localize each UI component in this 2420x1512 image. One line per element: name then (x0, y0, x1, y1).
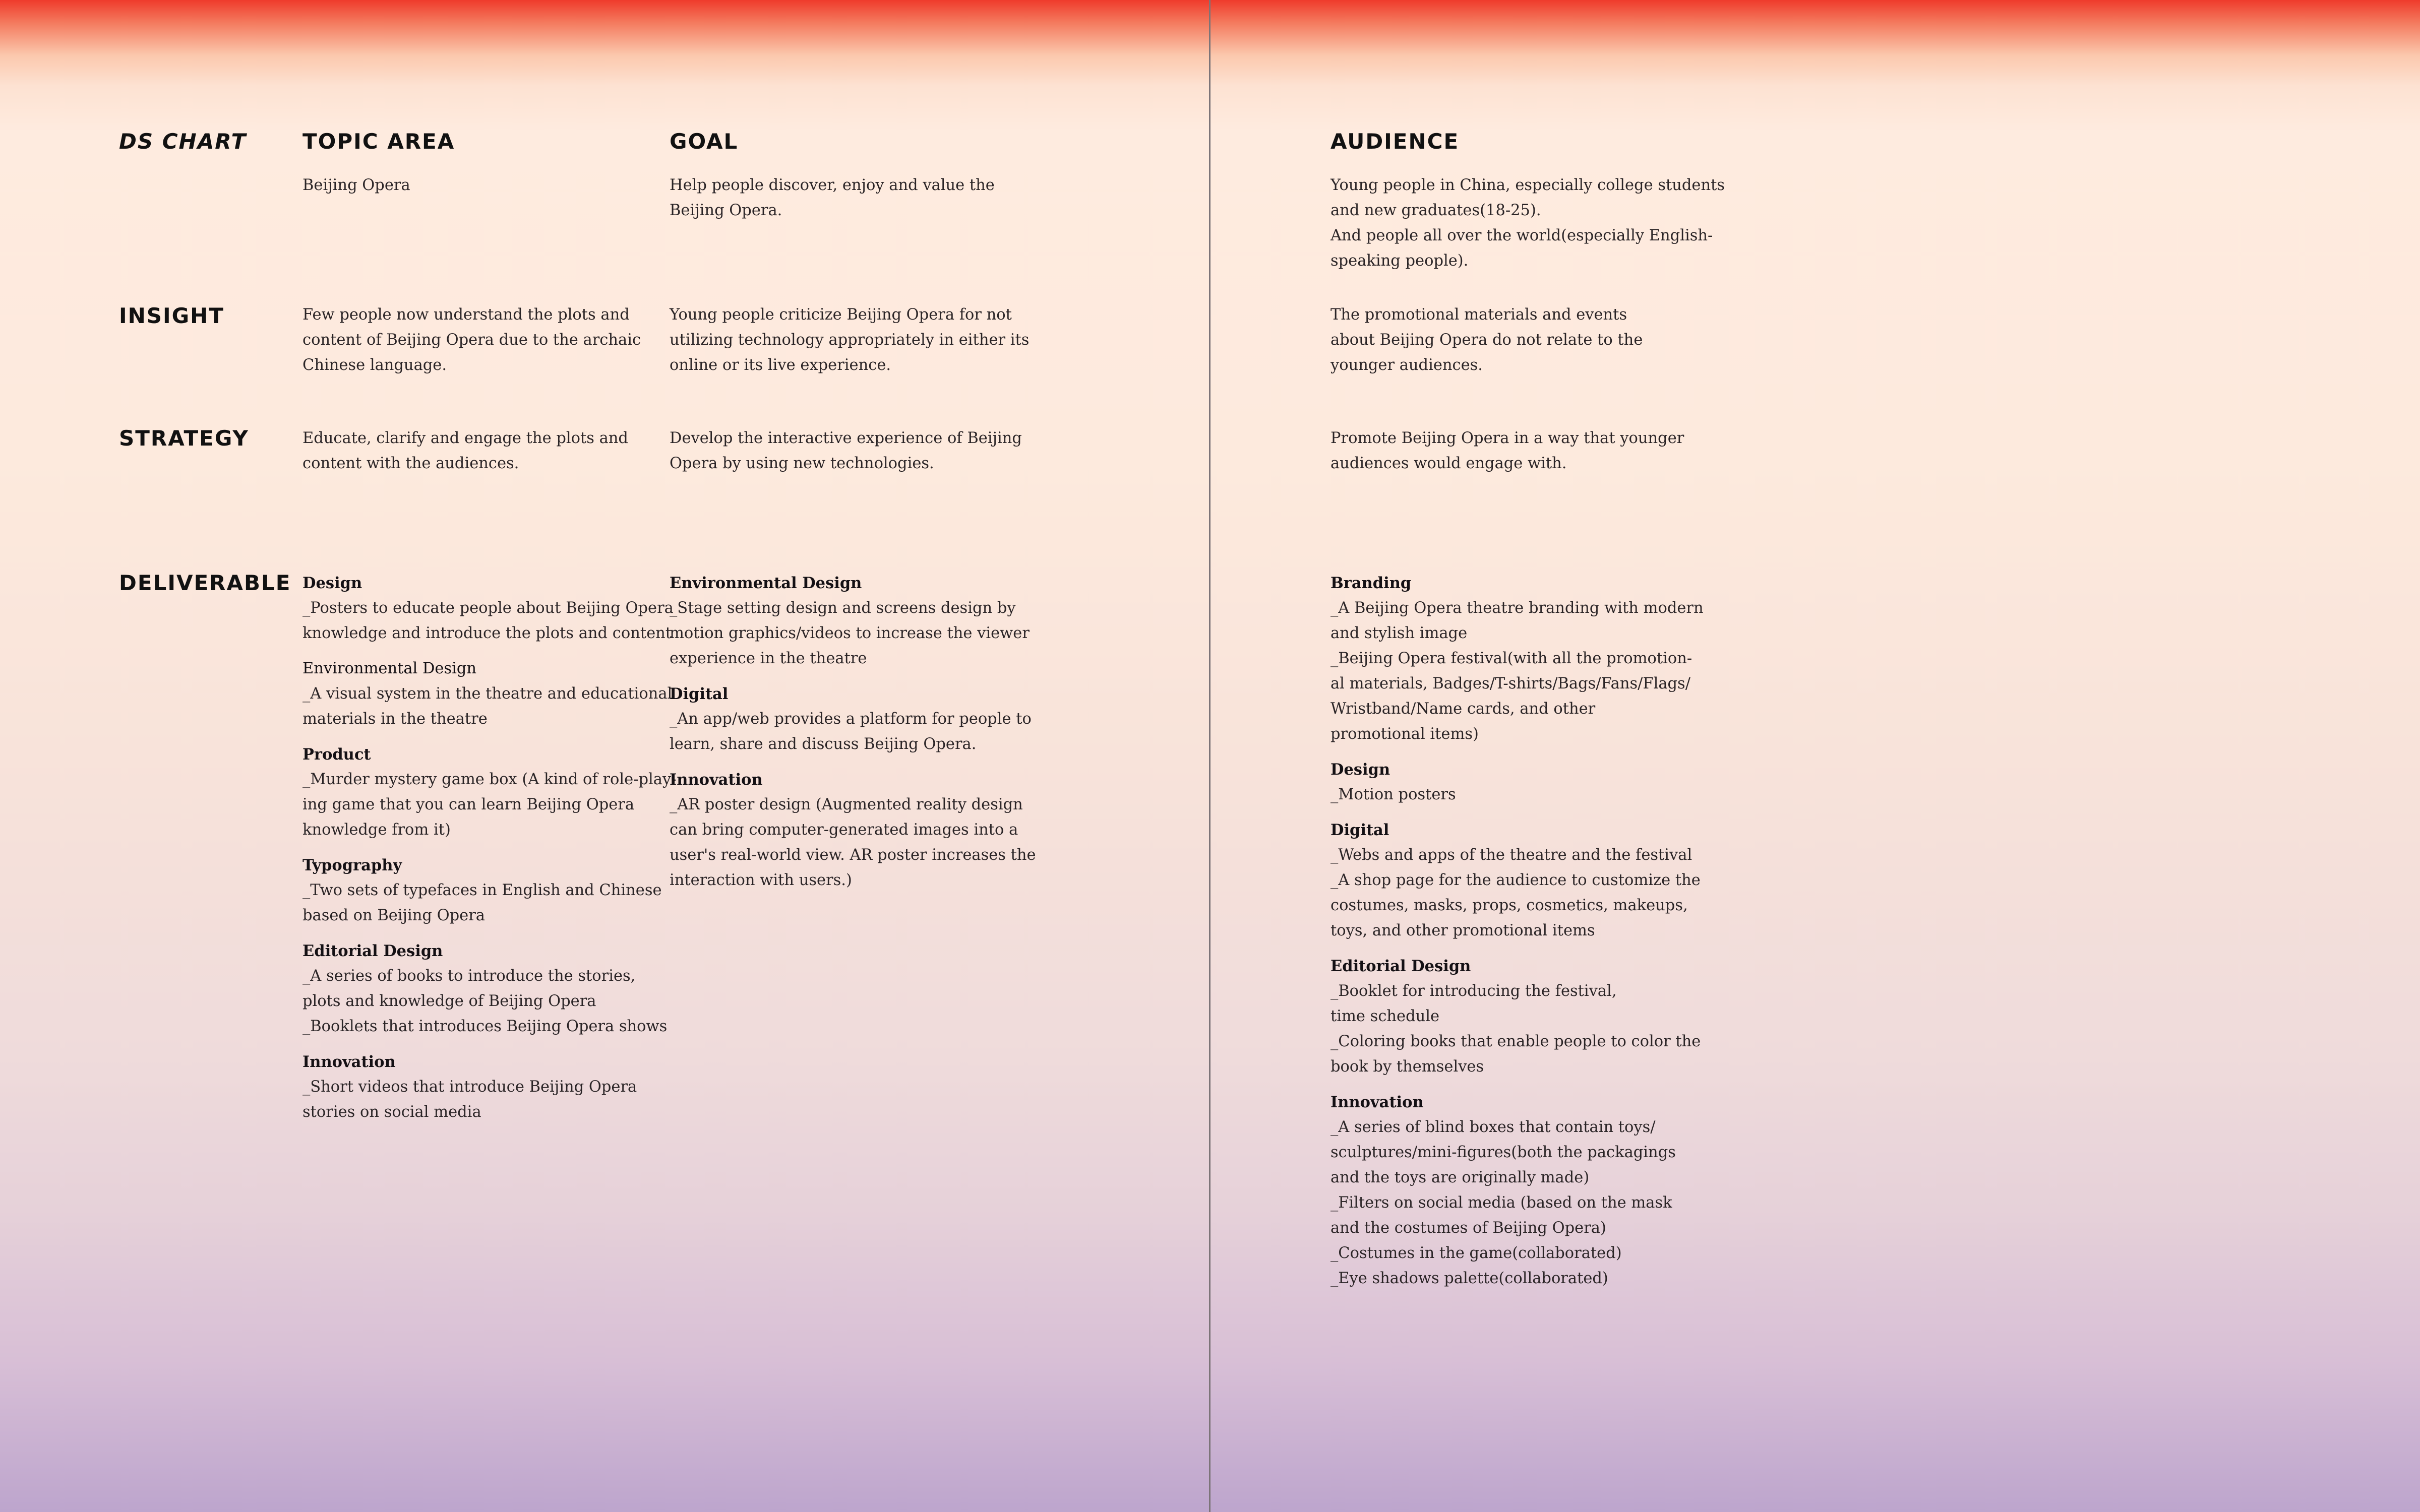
deliverable-line: interaction with users.) (670, 871, 852, 889)
deliverable-section (302, 853, 676, 928)
deliverable-heading: Digital (1330, 821, 1389, 839)
deliverable-heading: Environmental Design (302, 660, 477, 677)
deliverable-line: _Eye shadows palette(collaborated) (1330, 1270, 1608, 1287)
deliverable-line: _Short videos that introduce Beijing Opera (302, 1078, 637, 1096)
text-line: The promotional materials and events (1330, 306, 1627, 324)
chart-title: DS CHART (119, 129, 247, 154)
text-line: speaking people). (1330, 252, 1469, 270)
text-line: Young people criticize Beijing Opera for not (670, 306, 1012, 324)
deliverable-line: costumes, masks, props, cosmetics, makeups, (1330, 897, 1688, 914)
deliverable-line: _Murder mystery game box (A kind of role-play- (302, 771, 677, 788)
deliverable-line: can bring computer-generated images into a (670, 821, 1018, 839)
cell-text (302, 173, 410, 198)
deliverable-heading: Environmental Design (670, 574, 862, 592)
text-line: utilizing technology appropriately in either its (670, 331, 1030, 349)
deliverable-goal-cell (670, 571, 1036, 903)
deliverable-section (1330, 571, 1704, 747)
row-label-insight: INSIGHT (119, 303, 224, 328)
deliverable-line: _Two sets of typefaces in English and Chinese (302, 881, 662, 899)
deliverable-line: _An app/web provides a platform for people to (670, 710, 1032, 728)
deliverable-heading: Digital (670, 685, 729, 703)
text-line: content of Beijing Opera due to the archaic (302, 331, 641, 349)
deliverable-line: _A series of books to introduce the stories, (302, 967, 636, 985)
deliverable-section (302, 742, 676, 843)
deliverable-heading: Typography (302, 856, 402, 874)
deliverable-section (302, 1049, 676, 1125)
cell-text (302, 302, 641, 378)
column-header-goal: GOAL (670, 129, 739, 154)
deliverable-line: _Booklets that introduces Beijing Opera shows (302, 1018, 668, 1035)
topic-area-cell (302, 173, 410, 198)
deliverable-line: _Webs and apps of the theatre and the festival (1330, 846, 1692, 864)
cell-text (302, 426, 628, 476)
text-line: Beijing Opera. (670, 202, 782, 219)
deliverable-line: and the costumes of Beijing Opera) (1330, 1219, 1606, 1237)
deliverable-line: ing game that you can learn Beijing Opera (302, 796, 635, 813)
deliverable-section (670, 571, 1036, 671)
deliverable-heading: Innovation (302, 1053, 396, 1071)
insight-goal-cell (670, 302, 1029, 378)
deliverable-line: time schedule (1330, 1007, 1440, 1025)
deliverable-line: _AR poster design (Augmented reality design (670, 796, 1023, 813)
cell-text (670, 302, 1029, 378)
deliverable-line: knowledge and introduce the plots and content (302, 624, 672, 642)
strategy-goal-cell (670, 426, 1022, 476)
deliverable-line: _A visual system in the theatre and educational (302, 685, 673, 703)
deliverable-line: stories on social media (302, 1103, 481, 1121)
text-line: and new graduates(18-25). (1330, 202, 1541, 219)
insight-audience-cell (1330, 302, 1643, 378)
deliverable-topic-cell (302, 571, 676, 1135)
page-spine-divider (1209, 0, 1211, 1512)
deliverable-line: _Filters on social media (based on the mask (1330, 1194, 1672, 1212)
strategy-topic-cell (302, 426, 628, 476)
deliverable-line: based on Beijing Opera (302, 907, 485, 924)
deliverable-heading: Innovation (670, 771, 763, 789)
text-line: Few people now understand the plots and (302, 306, 630, 324)
cell-text (670, 173, 995, 223)
text-line: Chinese language. (302, 356, 447, 374)
strategy-audience-cell (1330, 426, 1684, 476)
deliverable-heading: Editorial Design (302, 942, 443, 960)
deliverable-line: user's real-world view. AR poster increases the (670, 846, 1036, 864)
text-line: content with the audiences. (302, 455, 519, 472)
deliverable-section (670, 767, 1036, 893)
deliverable-line: and stylish image (1330, 624, 1468, 642)
text-line: Help people discover, enjoy and value the (670, 176, 995, 194)
deliverable-section (670, 681, 1036, 757)
deliverable-line: _A series of blind boxes that contain toys/ (1330, 1118, 1656, 1136)
deliverable-line: Wristband/Name cards, and other (1330, 700, 1596, 718)
deliverable-line: _Motion posters (1330, 786, 1456, 803)
deliverable-section (302, 938, 676, 1039)
text-line: younger audiences. (1330, 356, 1483, 374)
text-line: online or its live experience. (670, 356, 891, 374)
deliverable-line: knowledge from it) (302, 821, 451, 839)
deliverable-line: _Beijing Opera festival(with all the promotion- (1330, 650, 1692, 667)
insight-topic-cell (302, 302, 641, 378)
cell-text (1330, 426, 1684, 476)
deliverable-line: _Posters to educate people about Beijing Opera (302, 599, 674, 617)
text-line: Develop the interactive experience of Beijing (670, 429, 1022, 447)
deliverable-section (1330, 817, 1704, 943)
deliverable-line: _A Beijing Opera theatre branding with modern (1330, 599, 1704, 617)
text-line: Beijing Opera (302, 176, 410, 194)
deliverable-heading: Editorial Design (1330, 957, 1471, 975)
deliverable-heading: Innovation (1330, 1093, 1424, 1111)
deliverable-line: materials in the theatre (302, 710, 488, 728)
goal-cell (670, 173, 995, 223)
deliverable-line: book by themselves (1330, 1058, 1484, 1076)
deliverable-audience-cell (1330, 571, 1704, 1301)
deliverable-line: _Costumes in the game(collaborated) (1330, 1244, 1622, 1262)
deliverable-line: _Stage setting design and screens design by (670, 599, 1016, 617)
deliverable-line: sculptures/mini-figures(both the packagings (1330, 1144, 1676, 1161)
deliverable-line: plots and knowledge of Beijing Opera (302, 992, 596, 1010)
deliverable-section (1330, 954, 1704, 1080)
deliverable-line: learn, share and discuss Beijing Opera. (670, 735, 977, 753)
column-header-audience: AUDIENCE (1330, 129, 1460, 154)
deliverable-heading: Design (1330, 761, 1390, 779)
deliverable-section (1330, 1090, 1704, 1291)
text-line: Young people in China, especially college students (1330, 176, 1725, 194)
deliverable-line: al materials, Badges/T-shirts/Bags/Fans/Flags/ (1330, 675, 1690, 692)
deliverable-heading: Product (302, 745, 371, 764)
deliverable-line: experience in the theatre (670, 650, 867, 667)
deliverable-line: promotional items) (1330, 725, 1479, 743)
audience-cell (1330, 173, 1725, 274)
deliverable-line: _A shop page for the audience to customize the (1330, 871, 1701, 889)
deliverable-line: _Coloring books that enable people to color the (1330, 1033, 1701, 1050)
deliverable-heading: Branding (1330, 574, 1412, 592)
row-label-strategy: STRATEGY (119, 426, 249, 451)
deliverable-section (302, 656, 676, 732)
text-line: audiences would engage with. (1330, 455, 1567, 472)
deliverable-line: _Booklet for introducing the festival, (1330, 982, 1617, 1000)
text-line: Opera by using new technologies. (670, 455, 934, 472)
column-header-topic-area: TOPIC AREA (302, 129, 455, 154)
text-line: Educate, clarify and engage the plots and (302, 429, 628, 447)
cell-text (1330, 173, 1725, 274)
cell-text (670, 426, 1022, 476)
text-line: And people all over the world(especially English- (1330, 227, 1713, 244)
deliverable-heading: Design (302, 574, 362, 592)
cell-text (1330, 302, 1643, 378)
deliverable-section (1330, 757, 1704, 807)
deliverable-line: motion graphics/videos to increase the viewer (670, 624, 1030, 642)
text-line: about Beijing Opera do not relate to the (1330, 331, 1643, 349)
deliverable-section (302, 571, 676, 646)
text-line: Promote Beijing Opera in a way that younger (1330, 429, 1684, 447)
row-label-deliverable: DELIVERABLE (119, 571, 291, 595)
deliverable-line: and the toys are originally made) (1330, 1169, 1590, 1186)
deliverable-line: toys, and other promotional items (1330, 922, 1595, 939)
